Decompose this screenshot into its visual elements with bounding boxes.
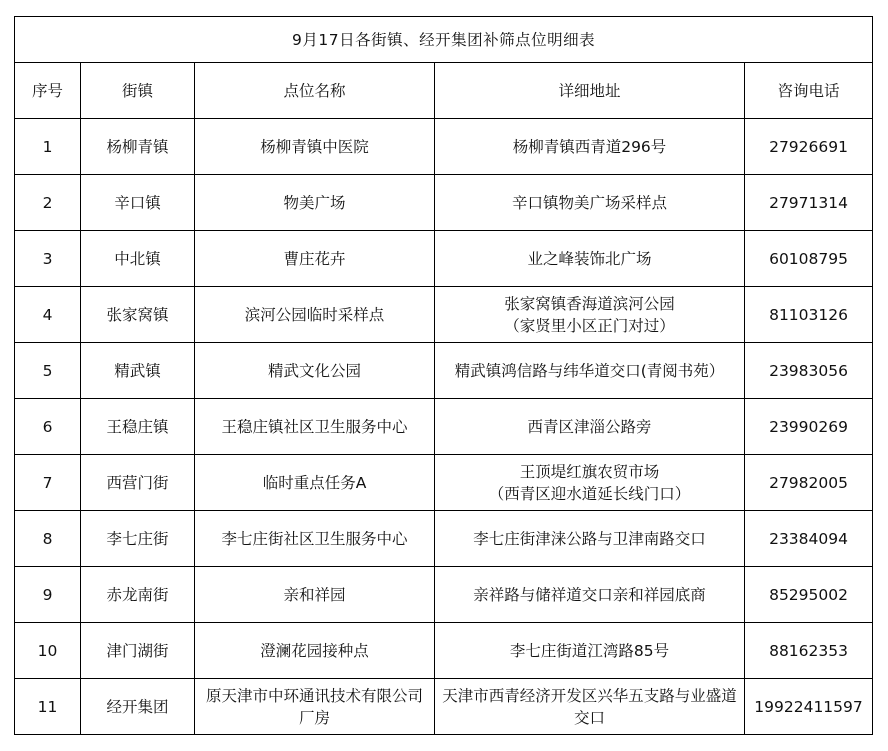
row-site-name: 王稳庄镇社区卫生服务中心 [195, 399, 435, 455]
row-site-name: 亲和祥园 [195, 567, 435, 623]
row-address-line: 辛口镇物美广场采样点 [511, 193, 667, 212]
row-address [435, 399, 745, 455]
table-row [15, 567, 873, 623]
row-phone: 23983056 [745, 343, 873, 399]
row-phone: 60108795 [745, 231, 873, 287]
table-row [15, 175, 873, 231]
row-address-line: 杨柳青镇西青道296号 [512, 137, 667, 156]
table-row [15, 455, 873, 511]
row-address [435, 343, 745, 399]
table-row [15, 679, 873, 735]
header-phone: 咨询电话 [745, 63, 873, 119]
row-site-name: 临时重点任务A [195, 455, 435, 511]
row-address-line: 李七庄街道江湾路85号 [509, 641, 670, 660]
row-number: 7 [15, 455, 81, 511]
title-row [15, 17, 873, 63]
row-address [435, 511, 745, 567]
table-row [15, 343, 873, 399]
row-address-line: （家贤里小区正门对过） [504, 316, 675, 335]
header-row [15, 63, 873, 119]
row-address [435, 679, 745, 735]
table-row [15, 511, 873, 567]
row-site-name: 滨河公园临时采样点 [195, 287, 435, 343]
row-number: 11 [15, 679, 81, 735]
row-address-line: （西青区迎水道延长线门口） [488, 484, 691, 503]
header-no: 序号 [15, 63, 81, 119]
row-site-name: 杨柳青镇中医院 [195, 119, 435, 175]
row-address-line: 亲祥路与储祥道交口亲和祥园底商 [473, 585, 706, 604]
row-site-name: 澄澜花园接种点 [195, 623, 435, 679]
row-site-name: 物美广场 [195, 175, 435, 231]
row-site-name: 精武文化公园 [195, 343, 435, 399]
table-row [15, 231, 873, 287]
row-site-name: 李七庄街社区卫生服务中心 [195, 511, 435, 567]
row-address [435, 455, 745, 511]
row-phone: 27971314 [745, 175, 873, 231]
row-number: 4 [15, 287, 81, 343]
header-site: 点位名称 [195, 63, 435, 119]
row-town: 张家窝镇 [81, 287, 195, 343]
row-number: 8 [15, 511, 81, 567]
row-town: 辛口镇 [81, 175, 195, 231]
detail-table [14, 16, 873, 735]
row-town: 精武镇 [81, 343, 195, 399]
table-row [15, 623, 873, 679]
row-phone: 85295002 [745, 567, 873, 623]
row-address [435, 119, 745, 175]
row-phone: 88162353 [745, 623, 873, 679]
row-address-line: 天津市西青经济开发区兴华五支路与业盛道交口 [442, 686, 737, 727]
row-number: 9 [15, 567, 81, 623]
row-address-line: 李七庄街津涞公路与卫津南路交口 [473, 529, 706, 548]
header-address: 详细地址 [435, 63, 745, 119]
row-address-line: 王顶堤红旗农贸市场 [519, 462, 660, 481]
row-address-line: 精武镇鸿信路与纬华道交口(青阅书苑） [454, 361, 725, 380]
row-number: 6 [15, 399, 81, 455]
row-town: 津门湖街 [81, 623, 195, 679]
table-row [15, 119, 873, 175]
row-town: 赤龙南街 [81, 567, 195, 623]
row-number: 10 [15, 623, 81, 679]
row-town: 杨柳青镇 [81, 119, 195, 175]
row-phone: 81103126 [745, 287, 873, 343]
table-row [15, 287, 873, 343]
row-number: 5 [15, 343, 81, 399]
row-address [435, 623, 745, 679]
row-address [435, 567, 745, 623]
row-number: 1 [15, 119, 81, 175]
row-address-line: 张家窝镇香海道滨河公园 [504, 294, 675, 313]
row-address [435, 175, 745, 231]
row-town: 李七庄街 [81, 511, 195, 567]
row-address [435, 231, 745, 287]
row-phone: 27982005 [745, 455, 873, 511]
header-town: 街镇 [81, 63, 195, 119]
row-site-name: 曹庄花卉 [195, 231, 435, 287]
row-phone: 23990269 [745, 399, 873, 455]
row-address [435, 287, 745, 343]
table-row [15, 399, 873, 455]
row-address-line: 业之峰装饰北广场 [527, 249, 652, 268]
row-number: 2 [15, 175, 81, 231]
row-site-name: 原天津市中环通讯技术有限公司厂房 [195, 679, 435, 735]
row-town: 西营门街 [81, 455, 195, 511]
row-number: 3 [15, 231, 81, 287]
row-town: 王稳庄镇 [81, 399, 195, 455]
row-phone: 27926691 [745, 119, 873, 175]
row-town: 中北镇 [81, 231, 195, 287]
row-address-line: 西青区津淄公路旁 [527, 417, 652, 436]
row-town: 经开集团 [81, 679, 195, 735]
row-phone: 23384094 [745, 511, 873, 567]
table-title: 9月17日各街镇、经开集团补筛点位明细表 [15, 17, 873, 63]
row-phone: 19922411597 [745, 679, 873, 735]
